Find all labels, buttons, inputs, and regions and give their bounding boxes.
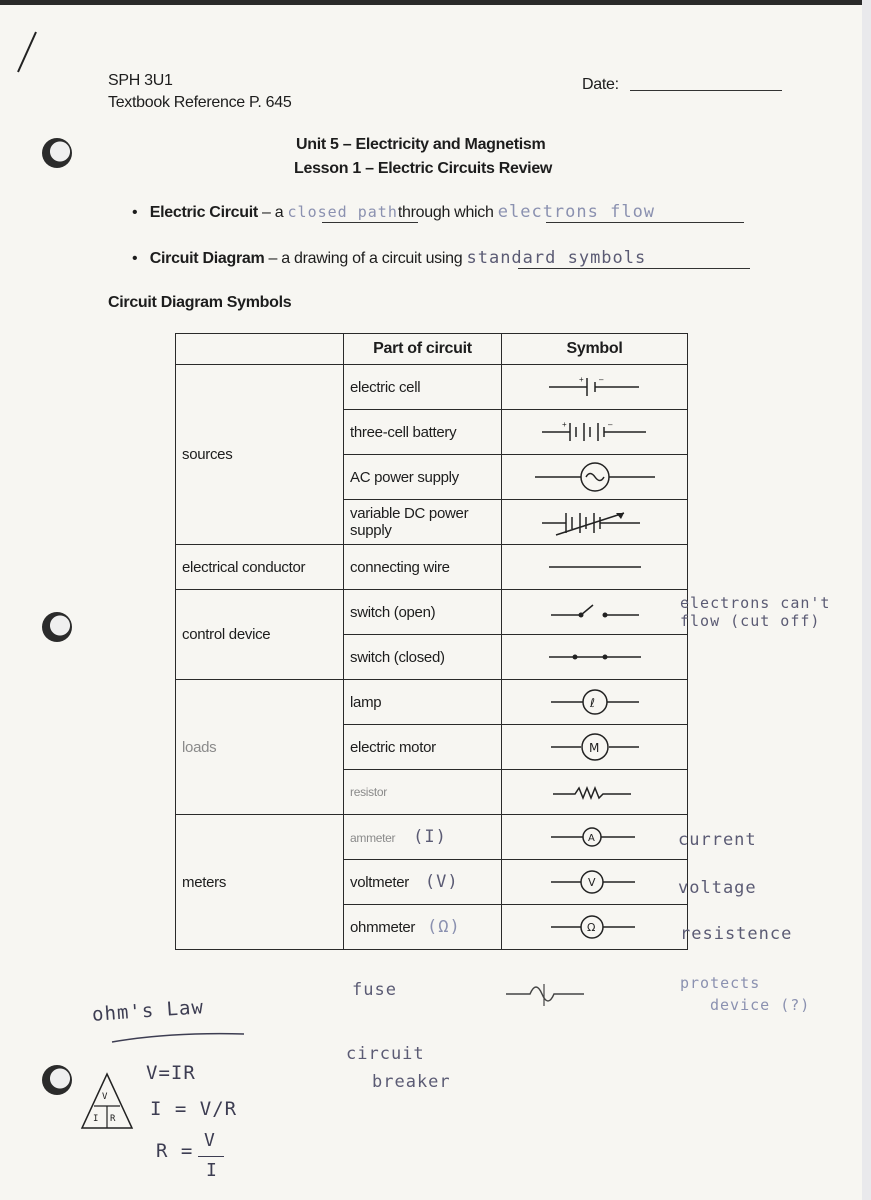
part-ohmmeter: ohmmeter	[350, 919, 416, 936]
date-blank-line	[630, 90, 782, 91]
binder-hole-middle	[42, 612, 72, 642]
symbol-connecting-wire	[502, 545, 688, 590]
category-control-device: control device	[176, 590, 344, 680]
date-label: Date:	[582, 76, 619, 93]
resistor-icon	[535, 780, 655, 804]
note-resistance: resistence	[680, 924, 793, 944]
blank-standard-symbols: standard symbols	[466, 248, 647, 268]
symbol-ohmmeter	[502, 905, 688, 950]
svg-text:+: +	[561, 420, 566, 429]
part-three-cell-battery: three-cell battery	[344, 410, 502, 455]
svg-text:+: +	[578, 375, 583, 384]
part-electric-motor: electric motor	[344, 725, 502, 770]
electric-cell-icon	[535, 372, 655, 402]
part-lamp: lamp	[344, 680, 502, 725]
ohms-law-underline	[110, 1028, 250, 1048]
definition-text: – a	[257, 204, 288, 221]
table-header-row	[176, 334, 688, 365]
switch-open-icon	[535, 597, 655, 627]
page-top-edge	[0, 0, 871, 5]
bullet: •	[132, 204, 150, 221]
triangle-v: V	[102, 1092, 108, 1102]
definition-circuit-diagram	[132, 248, 646, 268]
textbook-reference: Textbook Reference P. 645	[108, 94, 292, 111]
note-breaker-line2: breaker	[372, 1072, 451, 1092]
note-switch-open	[680, 594, 830, 630]
part-ac-power-supply: AC power supply	[344, 455, 502, 500]
table-row	[176, 815, 688, 860]
note-switch-line2: flow (cut off)	[680, 612, 821, 630]
part-resistor: resistor	[344, 770, 502, 815]
symbol-variable-dc-supply	[502, 500, 688, 545]
note-fuse-purpose	[680, 972, 810, 1016]
triangle-i: I	[93, 1114, 99, 1124]
symbol-electric-cell	[502, 365, 688, 410]
note-fuse-line1: protects	[680, 974, 761, 992]
category-electrical-conductor: electrical conductor	[176, 545, 344, 590]
ohmmeter-icon	[535, 912, 655, 942]
circuit-symbols-table	[175, 333, 688, 950]
lesson-title: Lesson 1 – Electric Circuits Review	[294, 160, 553, 177]
table-row	[176, 365, 688, 410]
definition-text: through which	[397, 204, 498, 221]
svg-text:A: A	[587, 833, 595, 844]
note-voltage: voltage	[678, 878, 757, 898]
wire-icon	[535, 557, 655, 577]
ohms-law-title: ohm's Law	[91, 996, 205, 1026]
header-category	[176, 334, 344, 365]
note-fuse: fuse	[352, 980, 397, 1000]
table-row	[176, 590, 688, 635]
symbol-switch-closed	[502, 635, 688, 680]
unit-title: Unit 5 – Electricity and Magnetism	[296, 136, 546, 153]
binder-hole-top	[42, 138, 72, 168]
equation-r-numerator: V	[204, 1130, 216, 1151]
equation-r-denominator: I	[206, 1160, 218, 1181]
part-electric-cell: electric cell	[344, 365, 502, 410]
part-ammeter: ammeter	[350, 831, 396, 845]
page-right-margin	[862, 0, 871, 1200]
symbol-electric-motor	[502, 725, 688, 770]
equation-v-ir: V=IR	[146, 1062, 196, 1084]
symbol-ac-power-supply	[502, 455, 688, 500]
part-ammeter-cell	[344, 815, 502, 860]
ac-supply-icon	[525, 460, 665, 494]
ammeter-unit-mark: (I)	[413, 827, 447, 847]
symbol-lamp	[502, 680, 688, 725]
blank-line-1	[322, 222, 418, 223]
svg-text:–: –	[607, 420, 612, 429]
term-electric-circuit: Electric Circuit	[149, 204, 258, 221]
voltmeter-icon	[535, 867, 655, 897]
battery-icon	[530, 417, 660, 447]
note-breaker-line1: circuit	[346, 1044, 425, 1064]
blank-line-3	[518, 268, 750, 269]
svg-text:–: –	[598, 375, 603, 384]
symbol-ammeter	[502, 815, 688, 860]
header-symbol: Symbol	[502, 334, 688, 365]
fraction-bar	[198, 1156, 224, 1157]
fuse-symbol-icon	[500, 974, 590, 1010]
binder-hole-bottom	[42, 1065, 72, 1095]
definition-text: – a drawing of a circuit using	[264, 250, 467, 267]
voltmeter-unit-mark: (V)	[424, 872, 459, 892]
part-connecting-wire: connecting wire	[344, 545, 502, 590]
variable-dc-supply-icon	[530, 505, 660, 539]
symbol-voltmeter	[502, 860, 688, 905]
note-switch-line1: electrons can't	[680, 594, 831, 612]
equation-i-v-r: I = V/R	[150, 1098, 238, 1120]
symbol-resistor	[502, 770, 688, 815]
motor-icon	[535, 732, 655, 762]
course-code: SPH 3U1	[108, 72, 173, 89]
note-current: current	[678, 830, 757, 850]
part-voltmeter: voltmeter	[350, 874, 409, 891]
ohmmeter-unit-mark: (Ω)	[427, 917, 461, 937]
blank-electrons-flow: electrons flow	[497, 202, 656, 222]
part-ohmmeter-cell	[344, 905, 502, 950]
svg-text:V: V	[587, 876, 595, 889]
blank-closed-path: closed path	[287, 203, 398, 221]
part-switch-open: switch (open)	[344, 590, 502, 635]
pen-stroke-mark	[12, 28, 42, 78]
svg-text:M: M	[588, 741, 599, 755]
section-title: Circuit Diagram Symbols	[108, 294, 292, 311]
note-circuit-breaker	[346, 1040, 451, 1096]
category-loads: loads	[176, 680, 344, 815]
term-circuit-diagram: Circuit Diagram	[149, 250, 265, 267]
table-row	[176, 680, 688, 725]
header-part: Part of circuit	[344, 334, 502, 365]
svg-text:Ω: Ω	[586, 921, 595, 934]
symbol-switch-open	[502, 590, 688, 635]
svg-text:ℓ: ℓ	[589, 696, 595, 710]
symbol-three-cell-battery	[502, 410, 688, 455]
note-fuse-line2: device (?)	[710, 996, 811, 1014]
definition-electric-circuit	[132, 202, 655, 222]
bullet: •	[132, 250, 150, 267]
triangle-r: R	[110, 1114, 116, 1124]
table-row	[176, 545, 688, 590]
switch-closed-icon	[535, 645, 655, 669]
category-sources: sources	[176, 365, 344, 545]
ammeter-icon	[535, 823, 655, 851]
blank-line-2	[546, 222, 744, 223]
equation-r-left: R =	[156, 1140, 194, 1162]
ohms-law-triangle	[78, 1070, 136, 1134]
lamp-icon	[535, 687, 655, 717]
part-variable-dc-power-supply: variable DC power supply	[344, 500, 502, 545]
part-voltmeter-cell	[344, 860, 502, 905]
category-meters: meters	[176, 815, 344, 950]
part-switch-closed: switch (closed)	[344, 635, 502, 680]
